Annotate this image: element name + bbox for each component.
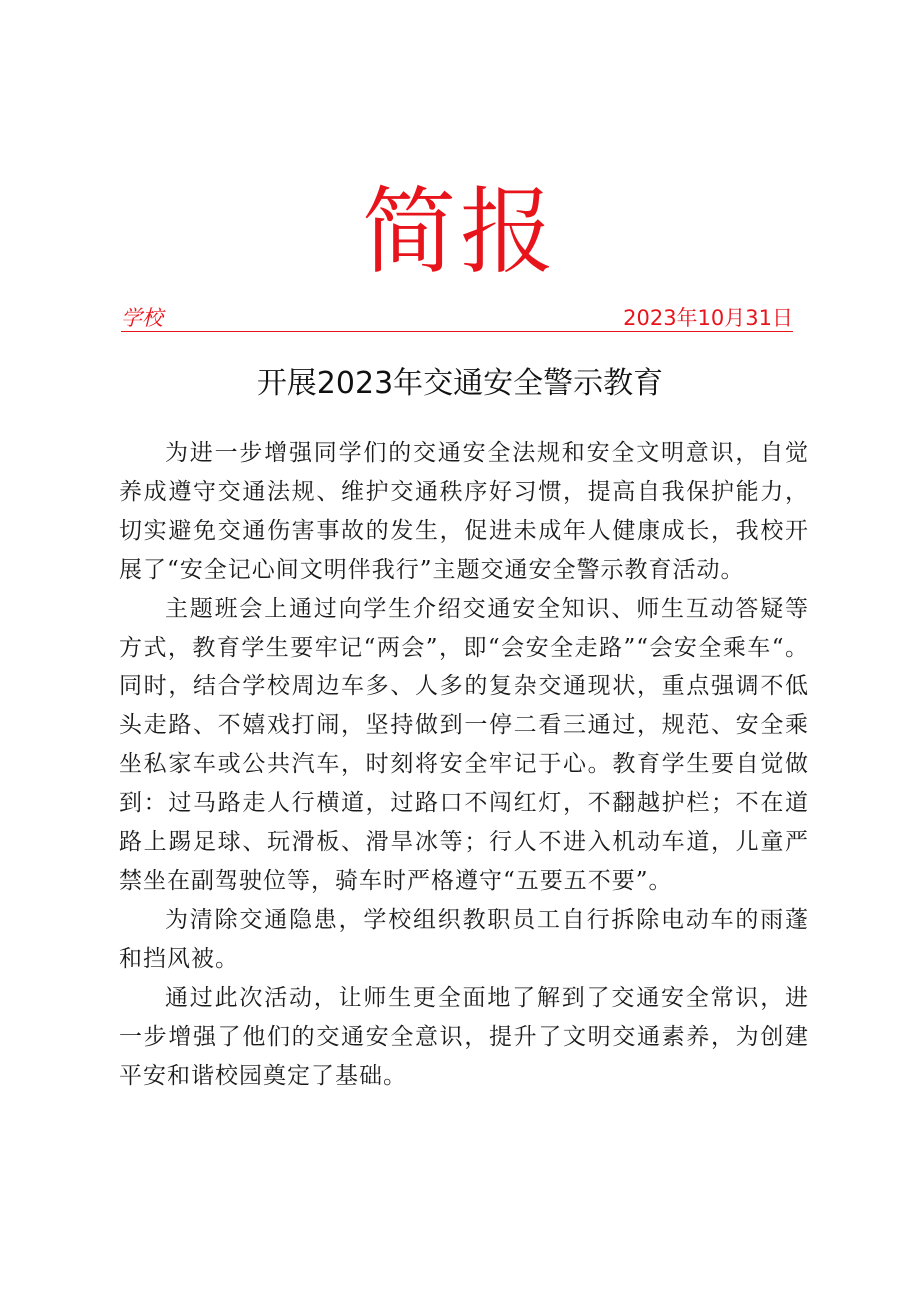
issue-date: 2023年10月31日: [623, 306, 793, 330]
school-label: 学校: [121, 306, 163, 330]
paragraph: 为清除交通隐患，学校组织教职员工自行拆除电动车的雨蓬和挡风被。: [119, 906, 809, 972]
meta-row: [121, 305, 793, 332]
paragraph: 通过此次活动，让师生更全面地了解到了交通安全常识，进一步增强了他们的交通安全意识，提升了文明交通素养，为创建平安和谐校园奠定了基础。: [119, 984, 809, 1089]
article-title: 开展2023年交通安全警示教育: [256, 366, 664, 401]
paragraph: 主题班会上通过向学生介绍交通安全知识、师生互动答疑等方式，教育学生要牢记“两会”，即“会安全走路”“会安全乘车“。同时，结合学校周边车多、人多的复杂交通现状，重点强调不低头走路、不嬉戏打闹，坚持做到一停二看三通过，规范、安全乘坐私家车或公共汽车，时刻将安全牢记于心。教育学生要自觉做到：过马路走人行横道，过路口不闯红灯，不翻越护栏；不在道路上踢足球、玩滑板、滑旱冰等；行人不进入机动车道，儿童严禁坐在副驾驶位等，骑车时严格遵守“五要五不要”。: [119, 595, 809, 894]
article-body: [119, 434, 809, 1095]
masthead-title: 简报: [361, 178, 558, 287]
paragraph: 为进一步增强同学们的交通安全法规和安全文明意识，自觉养成遵守交通法规、维护交通秩序好习惯，提高自我保护能力，切实避免交通伤害事故的发生，促进未成年人健康成长，我校开展了“安全记心间文明伴我行”主题交通安全警示教育活动。: [119, 440, 809, 583]
